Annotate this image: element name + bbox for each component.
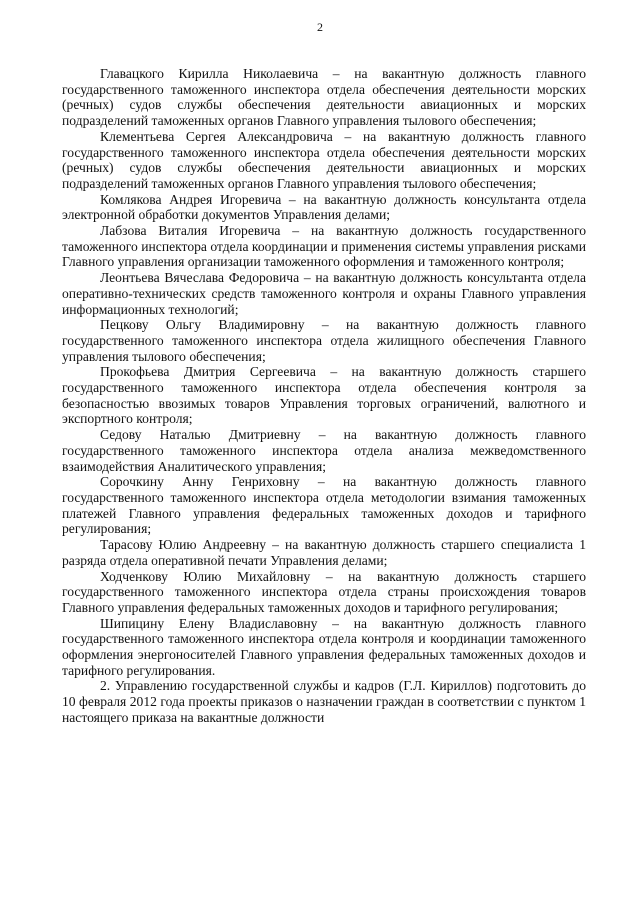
page-number: 2	[317, 20, 323, 34]
numbered-clause: 2. Управлению государственной службы и кадров (Г.Л. Кириллов) подготовить до 10 февраля 2012 года проекты приказов о назначении граждан в соответствии с пунктом 1 настоящего приказа на вакантные должности	[62, 678, 586, 725]
document-body	[62, 66, 586, 726]
appointment-paragraph: Седову Наталью Дмитриевну – на вакантную должность главного государственного таможенного инспектора отдела анализа межведомственного взаимодействия Аналитического управления;	[62, 427, 586, 474]
appointment-paragraph: Комлякова Андрея Игоревича – на вакантную должность консультанта отдела электронной обработки документов Управления делами;	[62, 191, 586, 223]
appointment-paragraph: Пецкову Ольгу Владимировну – на вакантную должность главного государственного таможенного инспектора отдела жилищного обеспечения Главного управления тылового обеспечения;	[62, 317, 586, 364]
appointment-paragraph: Прокофьева Дмитрия Сергеевича – на вакантную должность старшего государственного таможенного инспектора отдела обеспечения контроля за безопасностью ввозимых товаров Управления торговых ограничений, валютного и экспортного контроля;	[62, 364, 586, 427]
appointment-paragraph: Ходченкову Юлию Михайловну – на вакантную должность старшего государственного таможенного инспектора отдела страны происхождения товаров Главного управления федеральных таможенных доходов и тарифного регулирования;	[62, 568, 586, 615]
appointment-paragraph: Главацкого Кирилла Николаевича – на вакантную должность главного государственного таможенного инспектора отдела обеспечения деятельности морских (речных) судов службы обеспечения деятельности авиационных и морских подразделений таможенных органов Главного управления тылового обеспечения;	[62, 66, 586, 129]
appointment-paragraph: Сорочкину Анну Генриховну – на вакантную должность главного государственного таможенного инспектора отдела методологии взимания таможенных платежей Главного управления федеральных таможенных доходов и тарифного регулирования;	[62, 474, 586, 537]
appointment-paragraph: Шипицину Елену Владиславовну – на вакантную должность главного государственного таможенного инспектора отдела контроля и координации таможенного оформления энергоносителей Главного управления федеральных таможенных доходов и тарифного регулирования.	[62, 615, 586, 678]
appointment-paragraph: Тарасову Юлию Андреевну – на вакантную должность старшего специалиста 1 разряда отдела оперативной печати Управления делами;	[62, 537, 586, 568]
appointment-paragraph: Клементьева Сергея Александровича – на вакантную должность главного государственного таможенного инспектора отдела обеспечения деятельности морских (речных) судов службы обеспечения деятельности авиационных и морских подразделений таможенных органов Главного управления тылового обеспечения;	[62, 128, 586, 191]
appointment-paragraph: Лабзова Виталия Игоревича – на вакантную должность государственного таможенного инспектора отдела координации и применения системы управления рисками Главного управления организации таможенного оформления и таможенного контроля;	[62, 223, 586, 270]
appointment-paragraph: Леонтьева Вячеслава Федоровича – на вакантную должность консультанта отдела оперативно-технических средств таможенного контроля и охраны Главного управления информационных технологий;	[62, 270, 586, 317]
